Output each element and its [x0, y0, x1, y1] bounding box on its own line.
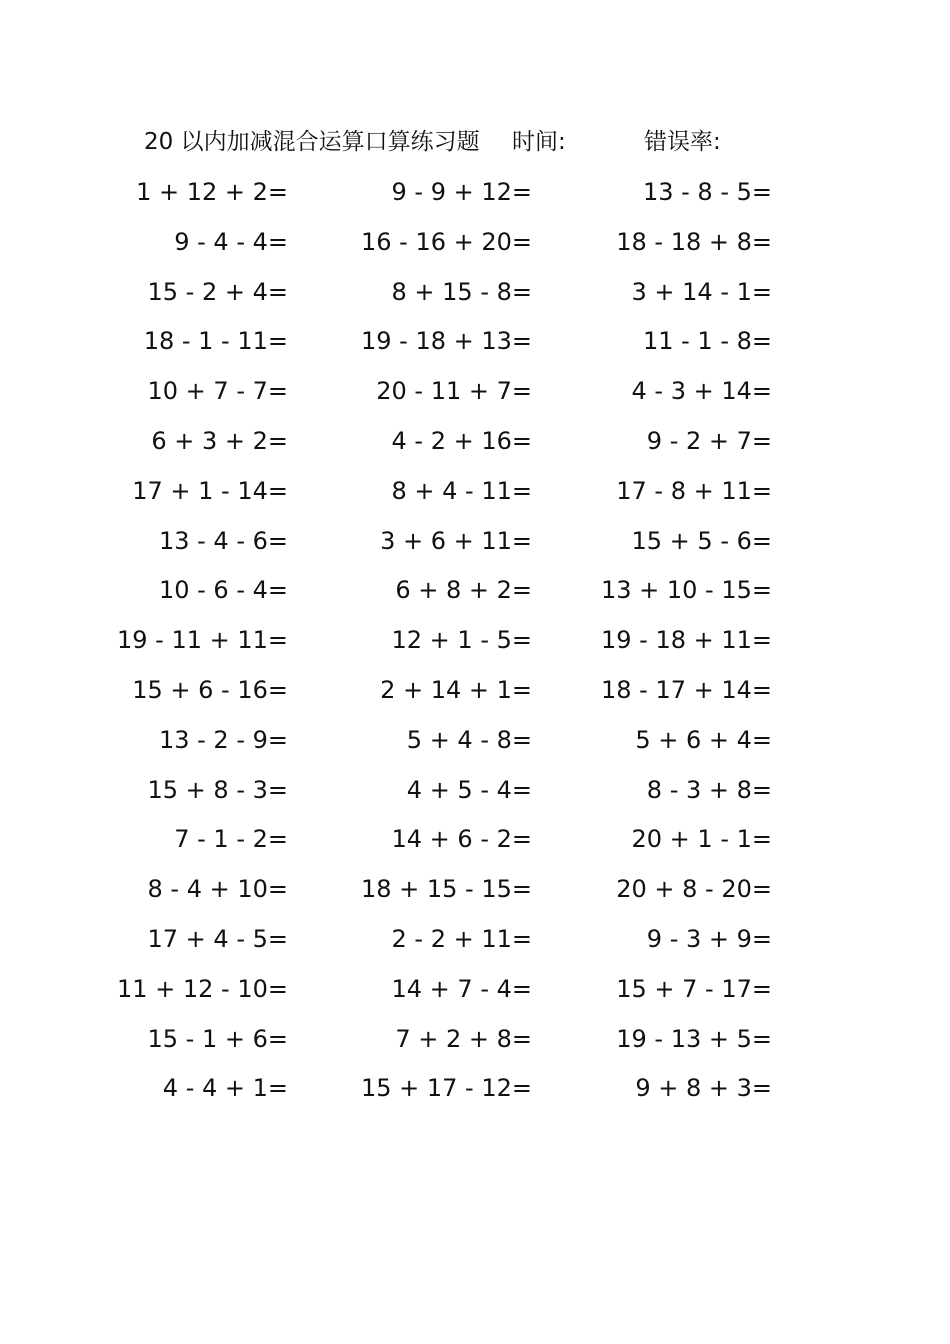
problem-column-2-item: 6 + 8 + 2=	[395, 576, 532, 605]
problem-column-3-item: 5 + 6 + 4=	[635, 725, 772, 754]
problem-column-3-item: 13 + 10 - 15=	[600, 576, 772, 605]
problem-column-1-item: 1 + 12 + 2=	[136, 178, 288, 206]
problem-column-1-item: 13 - 4 - 6=	[158, 526, 288, 555]
problem-column-1-item: 15 + 8 - 3=	[147, 775, 288, 804]
problem-column-3-item: 8 - 3 + 8=	[646, 775, 772, 804]
time-label: 时间:	[512, 129, 566, 155]
problem-column-1-item: 7 - 1 - 2=	[174, 825, 288, 854]
problem-column-2-item: 16 - 16 + 20=	[360, 227, 532, 256]
problem-column-2-item: 2 - 2 + 11=	[391, 924, 532, 953]
problem-column-2-item: 4 + 5 - 4=	[406, 775, 532, 804]
problem-column-1-item: 9 - 4 - 4=	[174, 227, 288, 256]
problem-column-2-item: 20 - 11 + 7=	[376, 377, 532, 406]
error-rate-label: 错误率:	[644, 129, 721, 155]
problem-row	[0, 471, 950, 521]
problem-column-3-item: 9 - 3 + 9=	[646, 924, 772, 953]
problem-row	[0, 620, 950, 670]
problem-row	[0, 819, 950, 869]
problem-column-2-item: 8 + 15 - 8=	[391, 277, 532, 306]
problem-column-3-item: 20 + 1 - 1=	[631, 825, 772, 854]
problem-column-1-item: 17 + 4 - 5=	[147, 924, 288, 953]
problem-column-3-item: 9 + 8 + 3=	[635, 1074, 772, 1103]
problem-row	[0, 1019, 950, 1069]
problem-column-1-item: 4 - 4 + 1=	[162, 1074, 288, 1103]
problem-row	[0, 670, 950, 720]
problem-column-3-item: 17 - 8 + 11=	[616, 476, 772, 505]
problem-column-2-item: 3 + 6 + 11=	[380, 526, 532, 555]
problem-column-1-item: 10 - 6 - 4=	[158, 576, 288, 605]
problem-column-3-item: 9 - 2 + 7=	[646, 426, 772, 455]
problem-column-3-item: 18 - 17 + 14=	[600, 675, 772, 704]
problem-column-1-item: 15 - 1 + 6=	[147, 1024, 288, 1053]
problem-grid	[0, 172, 950, 1118]
problem-column-2-item: 12 + 1 - 5=	[391, 626, 532, 655]
problem-column-2-item: 14 + 7 - 4=	[391, 974, 532, 1003]
problem-column-1-item: 15 + 6 - 16=	[132, 675, 288, 704]
problem-column-3-item: 18 - 18 + 8=	[616, 227, 772, 256]
problem-column-3-item: 15 + 7 - 17=	[616, 974, 772, 1003]
problem-column-2-item: 14 + 6 - 2=	[391, 825, 532, 854]
problem-column-1-item: 18 - 1 - 11=	[143, 327, 288, 356]
problem-column-3-item: 15 + 5 - 6=	[631, 526, 772, 555]
problem-column-3-item: 20 + 8 - 20=	[616, 875, 772, 904]
problem-row	[0, 222, 950, 272]
problem-column-1-item: 10 + 7 - 7=	[147, 377, 288, 406]
problem-column-2-item: 7 + 2 + 8=	[395, 1024, 532, 1053]
problem-row	[0, 321, 950, 371]
problem-column-3-item: 13 - 8 - 5=	[642, 178, 772, 206]
problem-column-3-item: 4 - 3 + 14=	[631, 377, 772, 406]
problem-row	[0, 272, 950, 322]
problem-column-2-item: 18 + 15 - 15=	[360, 875, 532, 904]
problem-row	[0, 570, 950, 620]
worksheet-title: 20 以内加减混合运算口算练习题	[144, 129, 480, 155]
problem-column-2-item: 19 - 18 + 13=	[360, 327, 532, 356]
problem-column-3-item: 3 + 14 - 1=	[631, 277, 772, 306]
problem-column-2-item: 2 + 14 + 1=	[380, 675, 532, 704]
problem-column-2-item: 9 - 9 + 12=	[391, 178, 532, 206]
problem-column-3-item: 11 - 1 - 8=	[642, 327, 772, 356]
problem-column-1-item: 17 + 1 - 14=	[132, 476, 288, 505]
problem-row	[0, 969, 950, 1019]
problem-column-1-item: 11 + 12 - 10=	[116, 974, 288, 1003]
problem-column-1-item: 19 - 11 + 11=	[116, 626, 288, 655]
problem-column-2-item: 15 + 17 - 12=	[360, 1074, 532, 1103]
problem-row	[0, 720, 950, 770]
problem-row	[0, 919, 950, 969]
problem-row	[0, 869, 950, 919]
problem-row	[0, 1068, 950, 1118]
problem-row	[0, 770, 950, 820]
problem-column-1-item: 6 + 3 + 2=	[151, 426, 288, 455]
problem-column-1-item: 8 - 4 + 10=	[147, 875, 288, 904]
problem-column-2-item: 8 + 4 - 11=	[391, 476, 532, 505]
problem-column-3-item: 19 - 13 + 5=	[616, 1024, 772, 1053]
problem-column-2-item: 5 + 4 - 8=	[406, 725, 532, 754]
problem-column-2-item: 4 - 2 + 16=	[391, 426, 532, 455]
problem-row	[0, 371, 950, 421]
problem-column-3-item: 19 - 18 + 11=	[600, 626, 772, 655]
problem-column-1-item: 15 - 2 + 4=	[147, 277, 288, 306]
problem-row	[0, 521, 950, 571]
worksheet-header	[144, 124, 844, 160]
problem-row	[0, 421, 950, 471]
problem-row	[0, 172, 950, 222]
problem-column-1-item: 13 - 2 - 9=	[158, 725, 288, 754]
